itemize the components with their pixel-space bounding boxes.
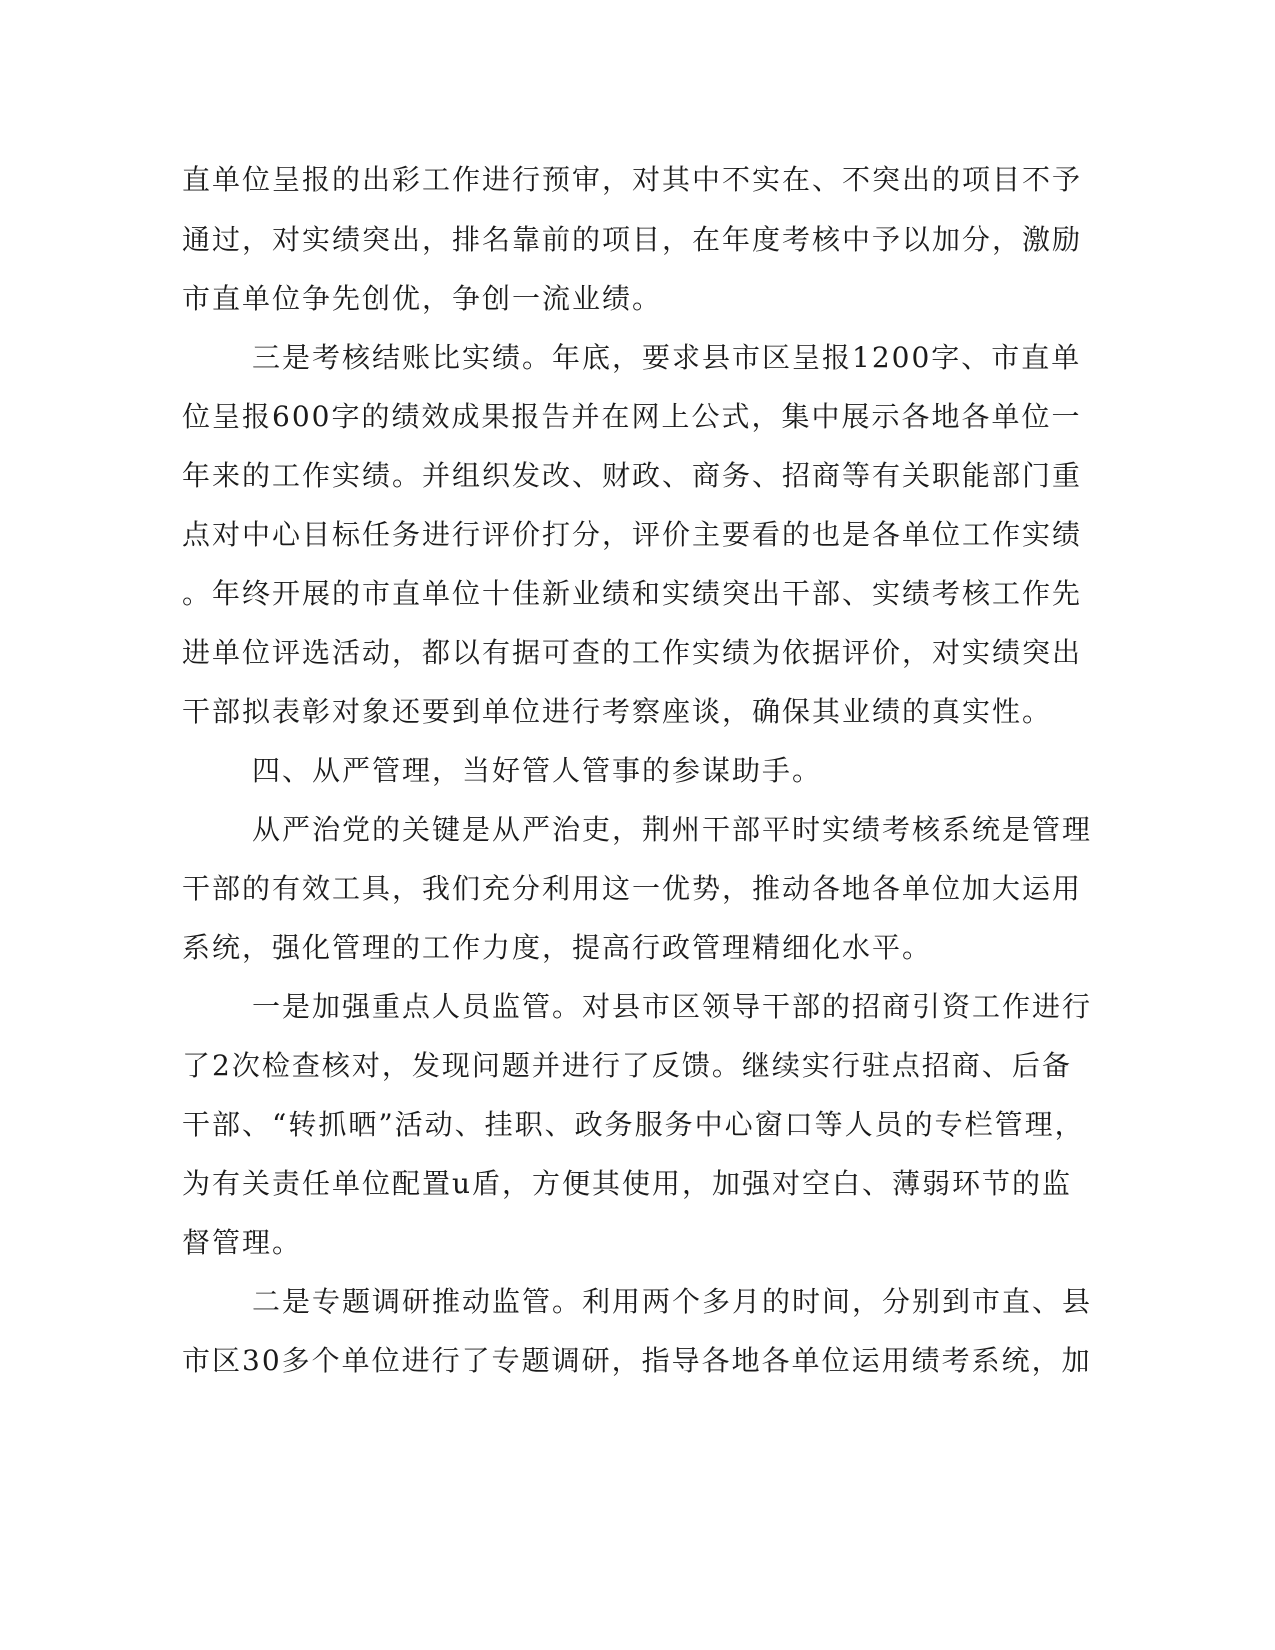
- text-line: 进单位评选活动，都以有据可查的工作实绩为依据评价，对实绩突出: [182, 636, 1083, 669]
- text-line: 为有关责任单位配置u盾，方便其使用，加强对空白、薄弱环节的监: [182, 1167, 1073, 1200]
- text-line: 位呈报600字的绩效成果报告并在网上公式，集中展示各地各单位一: [182, 400, 1082, 433]
- text-line: 了2次检查核对，发现问题并进行了反馈。继续实行驻点招商、后备: [182, 1049, 1072, 1082]
- paragraph-first-line: 一是加强重点人员监管。对县市区领导干部的招商引资工作进行: [252, 990, 1093, 1023]
- section-heading: 四、从严管理，当好管人管事的参谋助手。: [252, 754, 823, 787]
- paragraph-first-line: 三是考核结账比实绩。年底，要求县市区呈报1200字、市直单: [252, 341, 1082, 374]
- text-line: 年来的工作实绩。并组织发改、财政、商务、招商等有关职能部门重: [182, 459, 1083, 492]
- text-line: 通过，对实绩突出，排名靠前的项目，在年度考核中予以加分，激励: [182, 223, 1083, 256]
- text-line: 督管理。: [182, 1226, 303, 1259]
- text-line: 干部的有效工具，我们充分利用这一优势，推动各地各单位加大运用: [182, 872, 1083, 905]
- text-line: 干部、“转抓晒”活动、挂职、政务服务中心窗口等人员的专栏管理，: [182, 1108, 1085, 1141]
- paragraph-first-line: 从严治党的关键是从严治吏，荆州干部平时实绩考核系统是管理: [252, 813, 1093, 846]
- text-line: 市区30多个单位进行了专题调研，指导各地各单位运用绩考系统，加: [182, 1344, 1092, 1377]
- text-line: 直单位呈报的出彩工作进行预审，对其中不实在、不突出的项目不予: [182, 163, 1083, 196]
- text-line: 系统，强化管理的工作力度，提高行政管理精细化水平。: [182, 931, 933, 964]
- paragraph-first-line: 二是专题调研推动监管。利用两个多月的时间，分别到市直、县: [252, 1285, 1093, 1318]
- text-line: 。年终开展的市直单位十佳新业绩和实绩突出干部、实绩考核工作先: [182, 577, 1083, 610]
- text-line: 点对中心目标任务进行评价打分，评价主要看的也是各单位工作实绩: [182, 518, 1083, 551]
- text-line: 市直单位争先创优，争创一流业绩。: [182, 282, 663, 315]
- text-line: 干部拟表彰对象还要到单位进行考察座谈，确保其业绩的真实性。: [182, 695, 1053, 728]
